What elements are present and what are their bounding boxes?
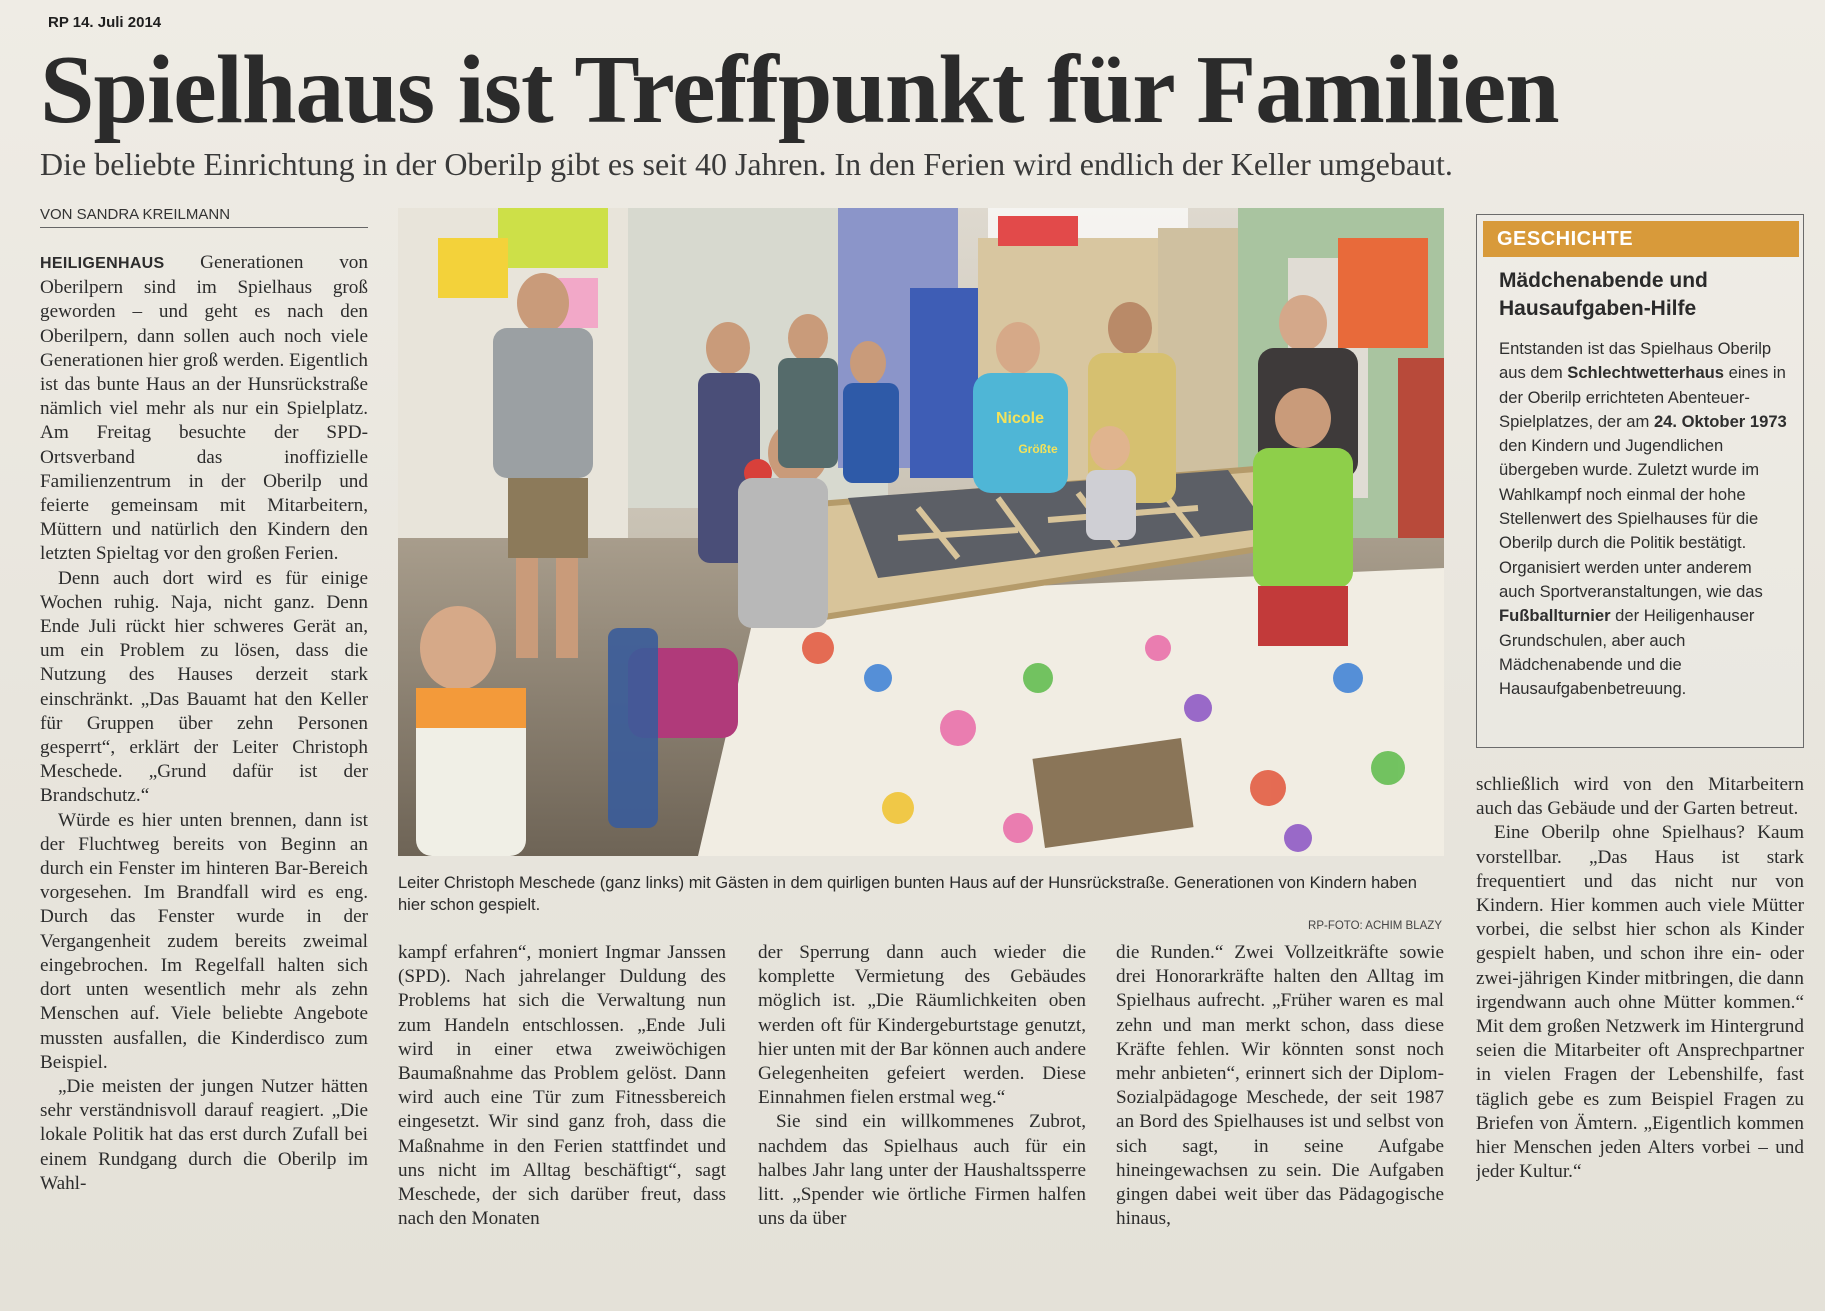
article-column-5 — [1476, 773, 1804, 1271]
article-paragraph: die Runden.“ Zwei Vollzeitkräfte sowie drei Honorarkräfte halten den Alltag im Spielhaus aufrecht. „Früher waren es mal zehn und man merkt schon, dass diese Kräfte fehlen. Wir könnten sonst noch mehr anbieten“, erinnert sich der Diplom-Sozialpädagoge Meschede, der seit 1987 an Bord des Spielhauses ist und selbst von sich sagt, in seine Aufgabe hineingewachsen zu sein. Die Aufgaben gingen dabei weit über das Pädagogische hinaus, — [1116, 942, 1444, 1230]
history-sidebar — [1476, 214, 1804, 748]
source-tag: RP 14. Juli 2014 — [48, 14, 162, 31]
article-column-3 — [758, 941, 1086, 1271]
dateline: HEILIGENHAUS — [40, 255, 165, 272]
article-photo — [398, 208, 1444, 856]
article-paragraph: Würde es hier unten brennen, dann ist der Fluchtweg bereits von Beginn an durch ein Fenster im hinteren Bar-Bereich vorgesehen. Im Brandfall wird es eng. Durch das Fenster wurde in der Vergangenheit zudem bereits zweimal eingebrochen. Im Regelfall halten sich dort unten wesentlich mehr als zehn Menschen auf. Viele beliebte Angebote mussten ausfallen, die Kinderdisco zum Beispiel. — [40, 809, 368, 1073]
subheadline: Die beliebte Einrichtung in der Oberilp gibt es seit 40 Jahren. In den Ferien wird endlich der Keller umgebaut. — [40, 146, 1453, 182]
sidebar-highlight: Schlechtwetterhaus — [1567, 363, 1725, 383]
article-column-1 — [40, 251, 368, 1271]
sidebar-tag: GESCHICHTE — [1483, 221, 1799, 257]
photo-illustration — [398, 208, 1444, 856]
article-column-4 — [1116, 941, 1444, 1271]
photo-credit: RP-FOTO: ACHIM BLAZY — [1308, 920, 1442, 932]
article-paragraph: Denn auch dort wird es für einige Wochen ruhig. Naja, nicht ganz. Denn Ende Juli rückt hier schweres Gerät an, um ein Problem zu lösen, dass die Nutzung des Hauses derzeit stark einschränkt. „Das Bauamt hat den Keller für Gruppen über zehn Personen gesperrt“, erklärt der Leiter Christoph Meschede. „Grund dafür ist der Brandschutz.“ — [40, 567, 368, 807]
article-paragraph: „Die meisten der jungen Nutzer hätten sehr verständnisvoll darauf reagiert. „Die lokale Politik hat das erst durch Zufall bei einem Rundgang durch die Oberilp im Wahl- — [40, 1075, 368, 1194]
article-paragraph: Sie sind ein willkommenes Zubrot, nachdem das Spielhaus auch für ein halbes Jahr lang unter der Haushaltssperre litt. „Spender wie örtliche Firmen halfen uns da über — [758, 1111, 1086, 1230]
shirt-text: Größte — [1018, 442, 1058, 456]
sidebar-text: Entstanden ist das Spielhaus Oberilp aus dem Schlechtwetterhaus eines in der Oberilp errichteten Abenteuer-Spielplatzes, der am 24. Oktober 1973 den Kindern und Jugendlichen übergeben wurde. Zuletzt wurde im Wahlkampf noch einmal der hohe Stellenwert des Spielhauses für die Oberilp durch die Politik bestätigt. Organisiert werden unter anderem auch Sportveranstaltungen, wie das Fußballturnier der Heiligenhauser Grundschulen, aber auch Mädchenabende und die Hausaufgabenbetreuung. — [1499, 339, 1787, 699]
sidebar-highlight: Fußballturnier — [1499, 606, 1611, 626]
photo-caption: Leiter Christoph Meschede (ganz links) mit Gästen in dem quirligen bunten Haus auf der Hunsrückstraße. Generationen von Kindern haben hier schon gespielt. — [398, 874, 1417, 914]
article-paragraph: schließlich wird von den Mitarbeitern auch das Gebäude und der Garten betreut. — [1476, 774, 1804, 820]
shirt-text: Nicole — [995, 410, 1045, 427]
article-column-2 — [398, 941, 726, 1271]
headline: Spielhaus ist Treffpunkt für Familien — [40, 36, 1559, 144]
byline: VON SANDRA KREILMANN — [40, 206, 368, 228]
article-paragraph: HEILIGENHAUS Generationen von Oberilpern sind im Spielhaus groß geworden – und geht es nach den Oberilpern, dann sollen auch noch viele Generationen hier groß werden. Eigentlich ist das bunte Haus an der Hunsrückstraße nämlich viel mehr als nur ein Spielplatz. Am Freitag besuchte der SPD-Ortsverband das inoffizielle Familienzentrum in der Oberilp und feierte gemeinsam mit Mitarbeitern, Müttern und natürlich den Kindern den letzten Spieltag vor den großen Ferien. — [40, 252, 368, 565]
article-paragraph: kampf erfahren“, moniert Ingmar Janssen (SPD). Nach jahrelanger Duldung des Problems hat sich die Verwaltung nun zum Handeln entschlossen. „Ende Juli wird in einer etwa zweiwöchigen Baumaßnahme das Problem gelöst. Dann wird auch eine Tür zum Fitnessbereich eingesetzt. Wir sind ganz froh, dass die Maßnahme in den Ferien stattfindet und uns nicht im Alltag beschäftigt“, sagt Meschede, der sich darüber freut, dass nach den Monaten — [398, 942, 726, 1230]
article-paragraph: Eine Oberilp ohne Spielhaus? Kaum vorstellbar. „Das Haus ist stark frequentiert und das nicht nur von Kindern. Hier kommen auch viele Mütter vorbei, die selbst hier schon als Kinder gespielt haben, und schon ihre ein- oder zwei-jährigen Kinder mitbringen, die dann irgendwann auch ohne Mütter kommen.“ Mit dem großen Netzwerk im Hintergrund seien die Mitarbeiter oft Ansprechpartner in vielen Fragen der Lebenshilfe, fast täglich gebe es zum Beispiel Fragen zu Briefen von Ämtern. „Eigentlich kommen hier Menschen jeden Alters vorbei – und jeder Kultur.“ — [1476, 822, 1804, 1183]
article-paragraph: der Sperrung dann auch wieder die komplette Vermietung des Gebäudes möglich ist. „Die Räumlichkeiten oben werden oft für Kindergeburtstage genutzt, hier unten mit der Bar können auch andere Gelegenheiten gefeiert werden. Diese Einnahmen fielen erstmal weg.“ — [758, 942, 1086, 1109]
sidebar-title: Mädchenabende und Hausaufgaben-Hilfe — [1499, 269, 1708, 320]
sidebar-highlight: 24. Oktober 1973 — [1653, 411, 1787, 431]
